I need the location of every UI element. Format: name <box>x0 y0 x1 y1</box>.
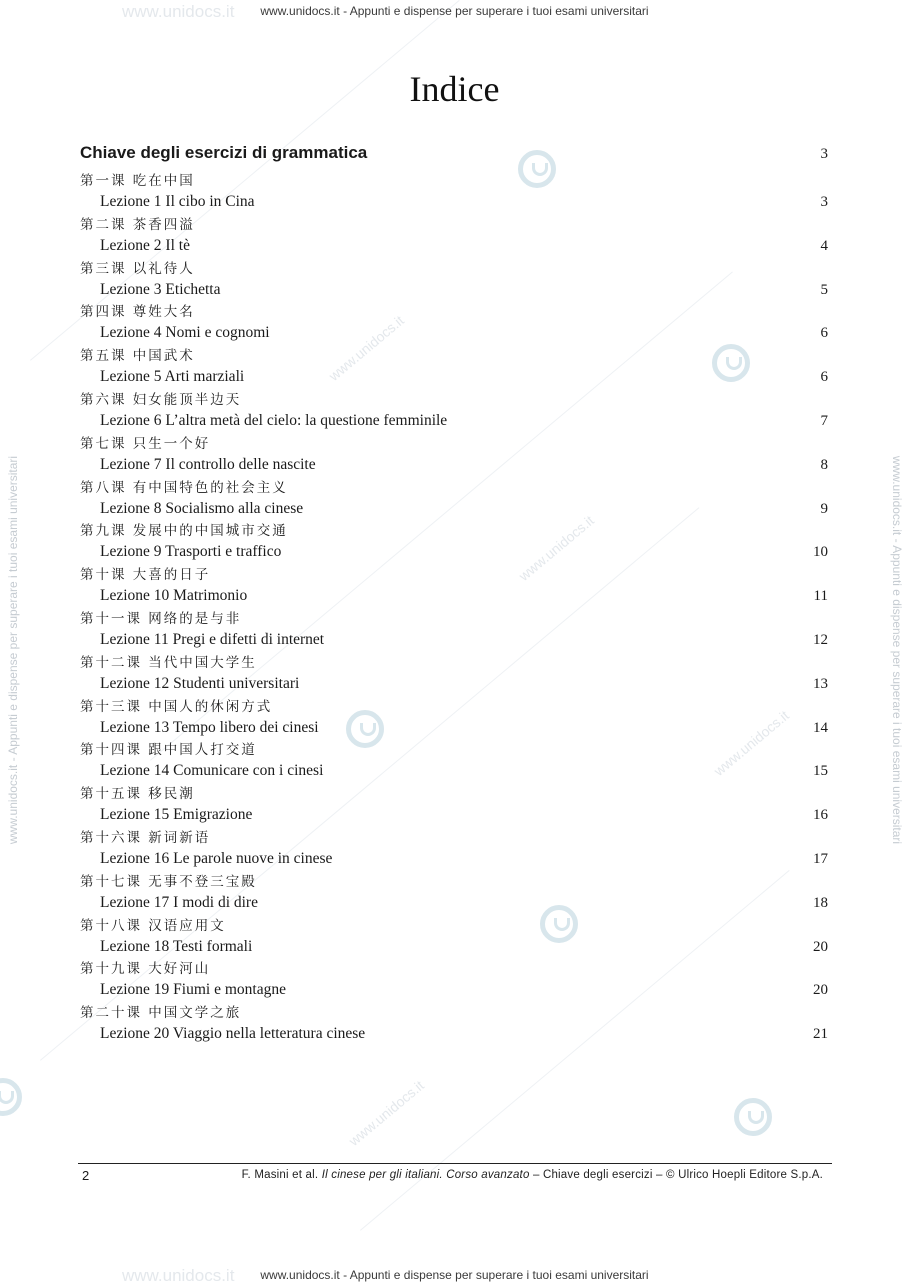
lesson-title-italian: Lezione 1 Il cibo in Cina <box>100 193 255 210</box>
lesson-title-italian: Lezione 16 Le parole nuove in cinese <box>100 849 333 867</box>
lesson-page-number: 8 <box>820 456 828 473</box>
lesson-title-italian: Lezione 10 Matrimonio <box>100 587 248 605</box>
lesson-page-number: 5 <box>820 281 828 298</box>
table-of-contents <box>80 143 830 1047</box>
footer-book-title: Il cinese per gli italiani. Corso avanzato <box>321 1169 530 1181</box>
lesson-page-number: 9 <box>820 500 828 517</box>
lesson-title-italian: Lezione 19 Fiumi e montagne <box>100 981 286 999</box>
footer-authors: F. Masini et al. <box>241 1169 319 1181</box>
lesson-title-italian: Lezione 15 Emigrazione <box>100 806 253 824</box>
lesson-title-italian: Lezione 2 Il tè <box>100 236 190 254</box>
lesson-title-italian: Lezione 14 Comunicare con i cinesi <box>100 762 324 780</box>
footer-page-number: 2 <box>82 1168 90 1183</box>
toc-entry <box>80 916 830 960</box>
lesson-title-chinese: 第十四课 跟中国人打交道 <box>80 742 257 759</box>
lesson-title-italian: Lezione 11 Pregi e difetti di internet <box>100 630 325 648</box>
toc-heading-page: 3 <box>820 146 828 162</box>
toc-entry <box>80 478 830 522</box>
lesson-title-chinese: 第二课 茶香四溢 <box>80 216 195 233</box>
toc-entry <box>80 697 830 741</box>
toc-entry <box>80 215 830 259</box>
lesson-title-chinese: 第十九课 大好河山 <box>80 961 211 978</box>
lesson-page-number: 4 <box>820 237 828 254</box>
toc-entry <box>80 609 830 653</box>
toc-heading-row <box>80 143 830 171</box>
toc-entry <box>80 346 830 390</box>
lesson-title-italian: Lezione 5 Arti marziali <box>100 368 245 386</box>
lesson-title-chinese: 第四课 尊姓大名 <box>80 304 195 321</box>
lesson-title-chinese: 第八课 有中国特色的社会主义 <box>80 479 288 496</box>
lesson-title-chinese: 第十五课 移民潮 <box>80 786 195 803</box>
lesson-page-number: 14 <box>813 719 828 736</box>
lesson-page-number: 18 <box>813 894 828 911</box>
lesson-title-italian: Lezione 9 Trasporti e traffico <box>100 543 282 561</box>
watermark-ghost-text: www.unidocs.it <box>122 2 235 21</box>
lesson-title-italian: Lezione 13 Tempo libero dei cinesi <box>100 718 319 736</box>
toc-entry <box>80 259 830 303</box>
footer-credits <box>242 1169 823 1181</box>
lesson-title-italian: Lezione 7 Il controllo delle nascite <box>100 455 316 473</box>
lesson-title-chinese: 第十六课 新词新语 <box>80 829 211 846</box>
lesson-title-chinese: 第九课 发展中的中国城市交通 <box>80 523 288 540</box>
lesson-title-chinese: 第十三课 中国人的休闲方式 <box>80 698 273 715</box>
watermark-ghost-text: www.unidocs.it <box>345 1077 427 1149</box>
toc-entry <box>80 390 830 434</box>
lesson-page-number: 7 <box>820 412 828 429</box>
watermark-banner-bottom: www.unidocs.it - Appunti e dispense per superare i tuoi esami universitari <box>260 1268 649 1282</box>
lesson-page-number: 12 <box>813 631 828 648</box>
lesson-page-number: 13 <box>813 675 828 692</box>
toc-entry <box>80 872 830 916</box>
lesson-title-chinese: 第十七课 无事不登三宝殿 <box>80 873 257 890</box>
watermark-side-left: www.unidocs.it - Appunti e dispense per superare i tuoi esami universitari <box>6 455 20 845</box>
lesson-title-chinese: 第七课 只生一个好 <box>80 435 211 452</box>
lesson-title-chinese: 第五课 中国武术 <box>80 348 195 365</box>
lesson-title-chinese: 第六课 妇女能顶半边天 <box>80 391 242 408</box>
lesson-title-chinese: 第十一课 网络的是与非 <box>80 610 242 627</box>
toc-entries <box>80 171 830 1047</box>
lesson-title-chinese: 第十二课 当代中国大学生 <box>80 654 257 671</box>
lesson-page-number: 10 <box>813 544 828 561</box>
watermark-ghost-text: www.unidocs.it <box>515 512 597 584</box>
toc-entry <box>80 521 830 565</box>
lesson-title-italian: Lezione 8 Socialismo alla cinese <box>100 499 304 517</box>
watermark-logo-icon <box>734 1098 772 1136</box>
lesson-page-number: 21 <box>813 1026 828 1043</box>
lesson-title-italian: Lezione 17 I modi di dire <box>100 893 258 911</box>
footer-rule <box>78 1163 832 1164</box>
toc-heading: Chiave degli esercizi di grammatica <box>80 143 368 162</box>
lesson-page-number: 16 <box>813 807 828 824</box>
lesson-title-chinese: 第十八课 汉语应用文 <box>80 917 226 934</box>
lesson-page-number: 11 <box>813 588 828 605</box>
footer-rest: – Chiave degli esercizi – © Ulrico Hoepli Editore S.p.A. <box>532 1169 823 1181</box>
lesson-page-number: 6 <box>820 325 828 342</box>
lesson-page-number: 20 <box>813 938 828 955</box>
lesson-page-number: 6 <box>820 369 828 386</box>
toc-entry <box>80 434 830 478</box>
toc-entry <box>80 565 830 609</box>
toc-entry <box>80 1003 830 1047</box>
toc-entry <box>80 784 830 828</box>
watermark-ghost-text: www.unidocs.it <box>325 312 407 384</box>
lesson-page-number: 20 <box>813 982 828 999</box>
lesson-title-italian: Lezione 6 L’altra metà del cielo: la questione femminile <box>100 411 448 429</box>
lesson-title-italian: Lezione 18 Testi formali <box>100 937 253 955</box>
lesson-page-number: 17 <box>813 850 828 867</box>
toc-entry <box>80 171 830 215</box>
watermark-ghost-text: www.unidocs.it <box>710 707 792 779</box>
lesson-page-number: 15 <box>813 763 828 780</box>
toc-entry <box>80 828 830 872</box>
lesson-title-chinese: 第十课 大喜的日子 <box>80 567 211 584</box>
watermark-ghost-text: www.unidocs.it <box>122 1266 235 1285</box>
lesson-title-italian: Lezione 4 Nomi e cognomi <box>100 324 270 342</box>
toc-entry <box>80 740 830 784</box>
lesson-title-italian: Lezione 20 Viaggio nella letteratura cinese <box>100 1025 366 1043</box>
watermark-side-right: www.unidocs.it - Appunti e dispense per superare i tuoi esami universitari <box>890 455 904 845</box>
lesson-title-italian: Lezione 12 Studenti universitari <box>100 674 300 692</box>
page-title: Indice <box>409 69 500 109</box>
lesson-title-chinese: 第三课 以礼待人 <box>80 260 195 277</box>
watermark-banner-top: www.unidocs.it - Appunti e dispense per superare i tuoi esami universitari <box>260 4 649 18</box>
lesson-title-chinese: 第一课 吃在中国 <box>80 173 195 189</box>
lesson-page-number: 3 <box>820 194 828 210</box>
toc-entry <box>80 302 830 346</box>
toc-entry <box>80 959 830 1003</box>
lesson-title-italian: Lezione 3 Etichetta <box>100 280 221 298</box>
toc-entry <box>80 653 830 697</box>
lesson-title-chinese: 第二十课 中国文学之旅 <box>80 1005 242 1022</box>
